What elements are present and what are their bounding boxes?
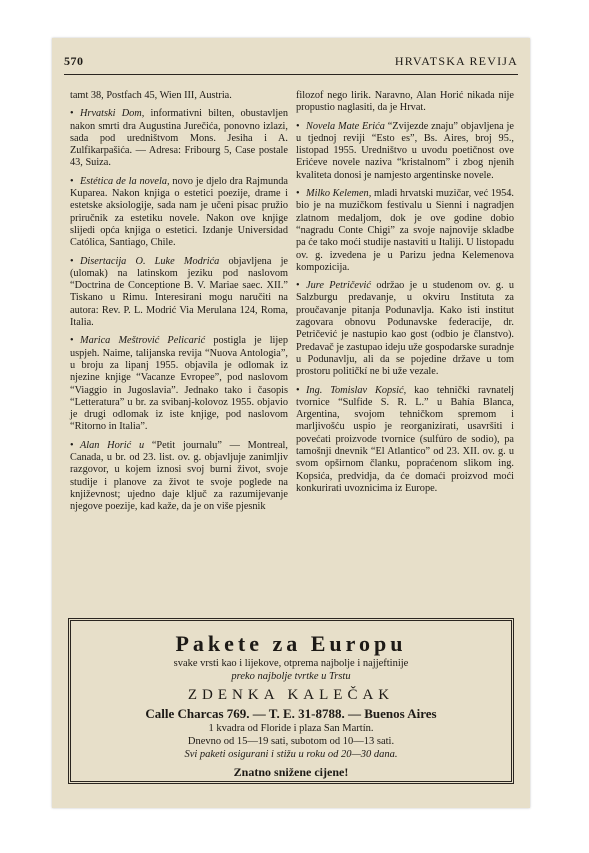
item-text: filozof nego lirik. Naravno, Alan Horić nikada nije propustio naglasiti, da je Hrvat. bbox=[296, 90, 514, 114]
item-text: kao tehnički ravnatelj tvornice “Sulfide S. R. L.” u Bahía Blanca, Argentina, svojom tehničkom spremom i marljivošću uspio je reorganizirati, usavršiti i povećati proizvode tvornice (sulfúro de sodio), pa tamošnji dnevnik “El Atlantico” od 23. XII. ov. g. u svom opširnom članku, popraćenom slikom ing. Kopsića, predvidja, da će domaći proizvod moći konkurirati uvoznicima iz Europe. bbox=[296, 384, 514, 494]
item-lead: Milko Kelemen, bbox=[306, 188, 372, 200]
news-item bbox=[70, 90, 288, 102]
news-item bbox=[296, 121, 514, 182]
ad-company-name: ZDENKA KALEČAK bbox=[187, 687, 395, 703]
item-lead: Estética de la novela, bbox=[80, 175, 170, 187]
ad-line-4: Dnevno od 15—19 sati, subotom od 10—13 sati. bbox=[187, 736, 395, 747]
item-lead: Ing. Tomislav Kopsić, bbox=[306, 384, 407, 396]
news-item bbox=[70, 335, 288, 433]
news-item bbox=[296, 280, 514, 378]
bullet-icon: • bbox=[70, 108, 74, 120]
right-column bbox=[296, 90, 514, 501]
item-lead: Hrvatski Dom, bbox=[80, 108, 145, 120]
journal-title: HRVATSKA REVIJA bbox=[394, 54, 518, 68]
ad-line-1: svake vrsti kao i lijekove, otprema najbolje i najjeftinije bbox=[173, 658, 409, 669]
ad-line-3: 1 kvadra od Floride i plaza San Martín. bbox=[208, 723, 374, 734]
news-item bbox=[70, 256, 288, 330]
advertisement-box bbox=[68, 618, 514, 784]
ad-headline: Pakete za Europu bbox=[175, 631, 407, 656]
page-number: 570 bbox=[64, 54, 84, 68]
item-text: postigla je lijep uspjeh. Naime, talijanska revija “Nuova Antologia”, u broju za lipanj 1955. objavila je odlomak iz njezine knjige “Vacanze Evropee”, pod naslovom “Viaggio in Jugoslavia”. Jednako tako i časopis “Letteratura” u br. za svibanj-kolovoz 1955. objavio je drugi odlomak iz iste knjige, pod naslovom “Ritorno in Italia”. bbox=[70, 335, 288, 433]
bullet-icon: • bbox=[70, 175, 74, 187]
bullet-icon: • bbox=[70, 439, 74, 451]
item-lead: Alan Horić u bbox=[80, 439, 145, 451]
item-lead: Disertacija O. Luke Modrića bbox=[80, 255, 220, 267]
ad-line-5: Svi paketi osigurani i stižu u roku od 20—30 dana. bbox=[184, 749, 398, 760]
bullet-icon: • bbox=[70, 335, 74, 347]
item-lead: Marica Meštrović Pelicarić bbox=[80, 335, 206, 347]
news-item bbox=[70, 440, 288, 514]
page-header bbox=[64, 54, 518, 76]
bullet-icon: • bbox=[70, 255, 74, 267]
item-text: “Zvijezde znaju” objavljena je u tjednoj reviji “Esto es”, Bs. Aires, broj 95., listopad 1955. Uredništvo u uvodu poetičnost ove Erićeve novele naziva “kristalnom” i zbog njenih kvaliteta donosi je namjesto argentinske novele. bbox=[296, 120, 514, 181]
ad-line-2: preko najbolje tvrtke u Trstu bbox=[231, 671, 351, 682]
ad-address: Calle Charcas 769. — T. E. 31-8788. — Buenos Aires bbox=[145, 706, 437, 721]
news-item bbox=[296, 188, 514, 274]
bullet-icon: • bbox=[296, 188, 300, 200]
item-text: mladi hrvatski muzičar, već 1954. bio je na muzičkom festivalu u Sienni i nagradjen zlatnom medaljom, dok je ove godine dobio “nagradu Conte Chigi” za svoje najnovije skladbe pa će tako moći studije nastaviti u Italiji. U listopadu ov. g. izvedena je u Parizu jedna Kelemenova kompozicija. bbox=[296, 188, 514, 273]
bullet-icon: • bbox=[296, 384, 300, 396]
item-lead: Novela Mate Erića bbox=[306, 120, 385, 132]
item-text: tamt 38, Postfach 45, Wien III, Austria. bbox=[70, 90, 232, 101]
news-item bbox=[296, 385, 514, 496]
left-column bbox=[70, 90, 288, 520]
header-rule bbox=[64, 74, 518, 75]
magazine-page bbox=[52, 38, 530, 808]
bullet-icon: • bbox=[296, 280, 300, 292]
item-text: “Petit journalu” — Montreal, Canada, u br. od 23. list. ov. g. objavljuje zanimljiv razgovor, u kojem iznosi svoj burni život, svoje studije i planove za život te svoje poglede na književnost; ujedno daje ključ za razumijevanje njegove poezije, kad kaže, da je on više pjesnik bbox=[70, 439, 288, 513]
ad-closing: Znatno snižene cijene! bbox=[233, 765, 349, 779]
item-text: novo je djelo dra Rajmunda Kuparea. Nakon knjiga o estetici poezije, drame i estetske aksiologije, sada nam je učeni pisac pružio priručnik za estetiku novele. Nakon ove knjige slijedi opća knjiga o estetici. Izdanje Universidad Católica, Santiago, Chile. bbox=[70, 175, 288, 249]
news-item bbox=[70, 108, 288, 169]
item-text: informativni bilten, obustavljen nakon smrti dra Augustina Jurečića, ponovno izlazi, sada pod uredništvom Mons. Jesiha i A. Zulfikarpašića. — Adresa: Fribourg 5, Case postale 43, Suiza. bbox=[70, 108, 288, 169]
item-text: objavljena je (ulomak) na latinskom jeziku pod naslovom “Doctrina de Conceptione B. V. Mariae saec. XII.” Tiskano u Rimu. Interesirani mogu naručiti na autora: Rev. P. L. Modrić Via Merulana 124, Roma, Italia. bbox=[70, 255, 289, 329]
bullet-icon: • bbox=[296, 120, 300, 132]
news-item bbox=[296, 90, 514, 115]
item-text: održao je u studenom ov. g. u Salzburgu predavanje, u okviru Instituta za proučavanje pitanja Podunavlja. Kako isti institut zagovara obnovu Podunavske federacije, dr. Petričević je nastupio kao gost (odbio je članstvo). Predavač je zastupao ideju uže gospodarske suradnje u Podunavlju, ali da se pojedine države u tom prostoru političkí ne bi uže vezale. bbox=[296, 280, 515, 378]
item-lead: Jure Petričević bbox=[306, 280, 371, 292]
news-item bbox=[70, 176, 288, 250]
